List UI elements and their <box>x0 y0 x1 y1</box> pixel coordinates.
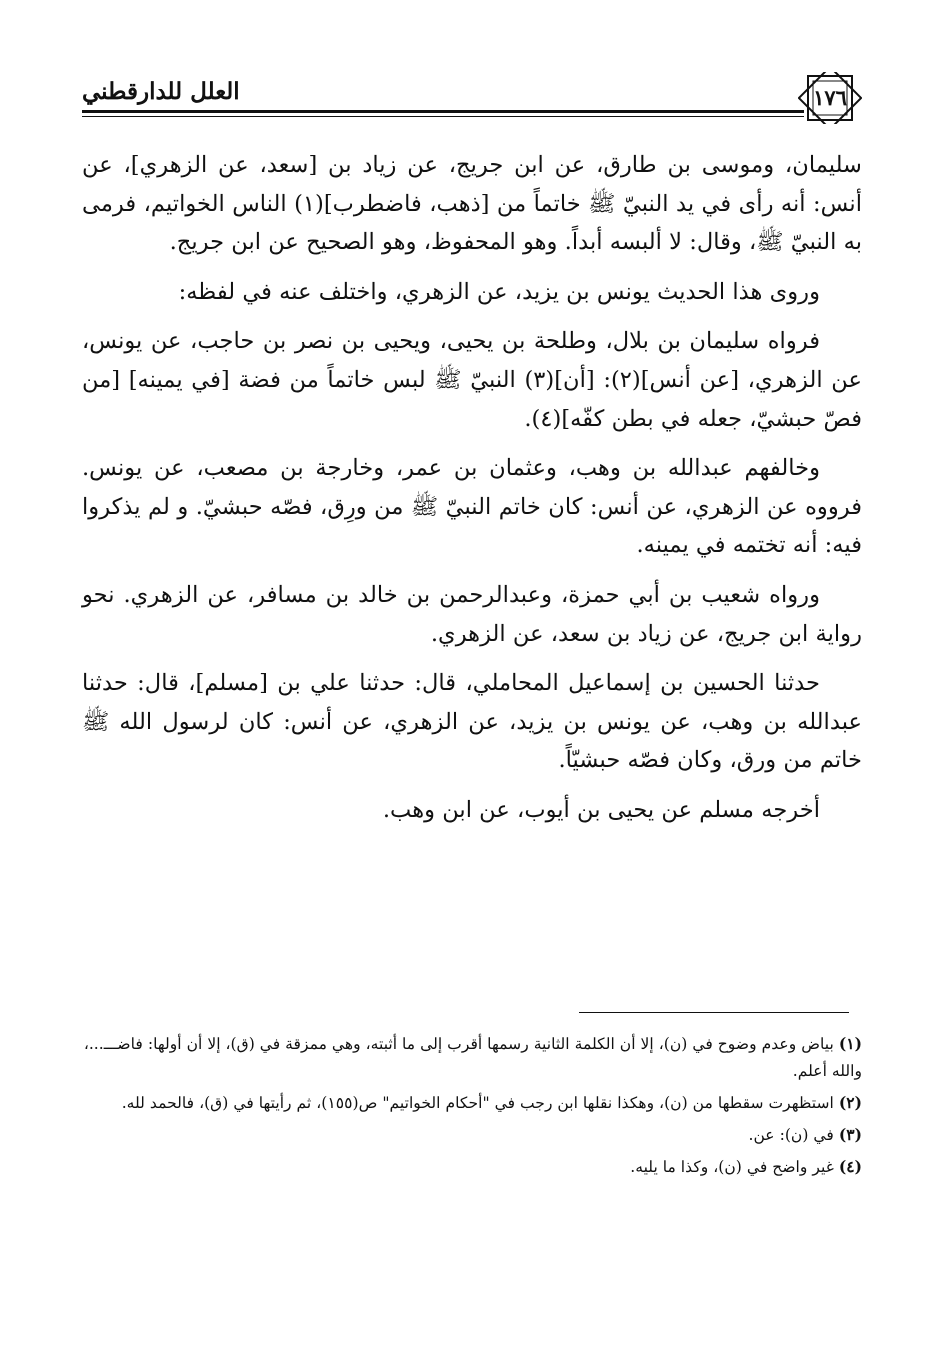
footnote-number: (١) <box>838 1034 862 1053</box>
paragraph: وروى هذا الحديث يونس بن يزيد، عن الزهري، واختلف عنه في لفظه: <box>178 278 820 305</box>
page-number-badge <box>798 72 862 124</box>
footnote-text: بياض وعدم وضوح في (ن)، إلا أن الكلمة الثانية رسمها أقرب إلى ما أثبته، وهي ممزقة في (ق)، إلا أن أولها: فاضـــ...، والله أعلم. <box>83 1035 862 1080</box>
main-text <box>82 146 862 841</box>
footnote <box>82 1089 862 1117</box>
footnote <box>82 1030 862 1085</box>
footnotes <box>82 1030 862 1185</box>
page-header <box>82 72 862 124</box>
page-number: ١٧٦ <box>813 85 847 110</box>
paragraph: سليمان، وموسى بن طارق، عن ابن جريج، عن زياد بن [سعد، عن الزهري]، عن أنس: أنه رأى في يد النبيّ ﷺ خاتماً من [ذهب، فاضطرب](١) الناس الخواتيم، فرمى به النبيّ ﷺ، وقال: لا ألبسه أبداً. وهو المحفوظ، وهو الصحيح عن ابن جريج. <box>82 152 862 256</box>
header-rule-thin <box>82 116 804 117</box>
footnote <box>82 1153 862 1181</box>
paragraph: أخرجه مسلم عن يحيى بن أيوب، عن ابن وهب. <box>382 796 820 823</box>
footnote <box>82 1121 862 1149</box>
footnote-text: غير واضح في (ن)، وكذا ما يليه. <box>630 1158 834 1176</box>
footnote-text: في (ن): عن. <box>748 1126 834 1144</box>
paragraph: ورواه شعيب بن أبي حمزة، وعبدالرحمن بن خالد بن مسافر، عن الزهري. نحو رواية ابن جريج، عن زياد بن سعد، عن الزهري. <box>82 581 862 647</box>
header-rule-thick <box>82 110 804 113</box>
footnote-number: (٢) <box>838 1093 862 1112</box>
footnote-text: استظهرت سقطها من (ن)، وهكذا نقلها ابن رجب في "أحكام الخواتيم" ص(١٥٥)، ثم رأيتها في (ق)، فالحمد لله. <box>121 1094 834 1112</box>
paragraph: حدثنا الحسين بن إسماعيل المحاملي، قال: حدثنا علي بن [مسلم]، قال: حدثنا عبدالله بن وهب، عن يونس بن يزيد، عن الزهري، عن أنس: كان لرسول الله ﷺ خاتم من ورق، وكان فصّه حبشيّاً. <box>82 670 862 774</box>
footnote-separator <box>579 1012 849 1013</box>
paragraph: وخالفهم عبدالله بن وهب، وعثمان بن عمر، وخارجة بن مصعب، عن يونس. فرووه عن الزهري، عن أنس: كان خاتم النبيّ ﷺ من ورِق، فصّه حبشيّ. و لم يذكروا فيه: أنه تختمه في يمينه. <box>82 455 862 559</box>
running-title: العلل للدارقطني <box>82 78 240 105</box>
footnote-number: (٣) <box>838 1125 862 1144</box>
paragraph: فرواه سليمان بن بلال، وطلحة بن يحيى، ويحيى بن نصر بن حاجب، عن يونس، عن الزهري، [عن أنس](٢): [أن](٣) النبيّ ﷺ لبس خاتماً من فضة [في يمينه] [من فصّ حبشيّ، جعله في بطن كفّه](٤). <box>82 328 862 432</box>
footnote-number: (٤) <box>838 1157 862 1176</box>
